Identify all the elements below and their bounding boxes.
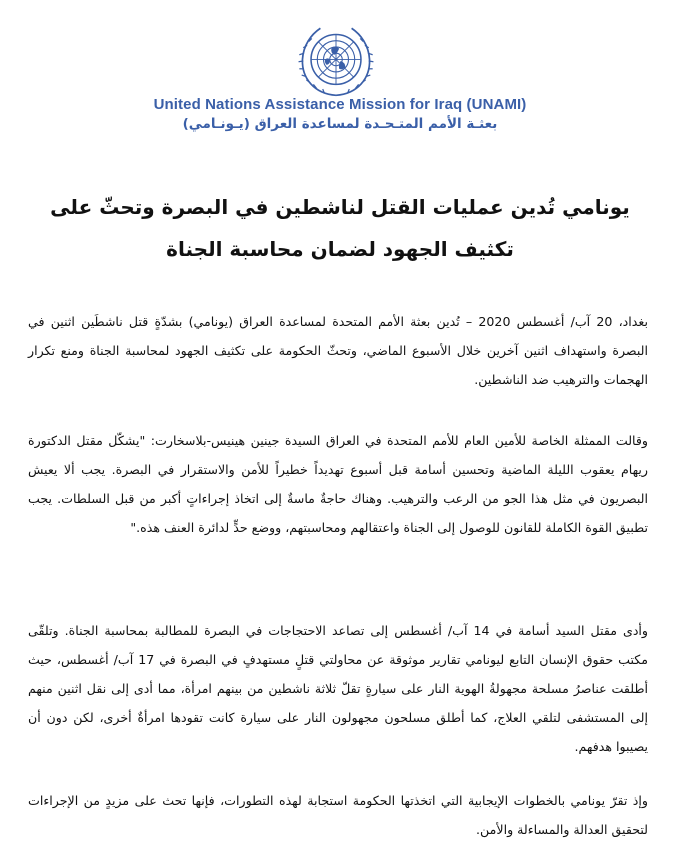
paragraph-3: وأدى مقتل السيد أسامة في 14 آب/ أغسطس إلى تصاعد الاحتجاجات في البصرة للمطالبة بمحاسبة الجناة. وتلقّى مكتب حقوق الإنسان التابع ليونامي تقارير موثوقة عن محاولتي قتلٍ مستهدفٍ في البصرة في 17 آب/ أغسطس، حيث أطلقت عناصرُ مسلحة مجهولةُ الهوية النار على سيارةٍ تقلّ ثلاثة ناشطين من بينهم امرأة، مما أدى إلى نقل اثنين منهم إلى المستشفى لتلقي العلاج، كما أطلق مسلحون مجهولون النار على سيارة كانت تقودها امرأةٌ أخرى، لكن دون أن يصيبوا هدفهم.: [28, 623, 649, 754]
un-emblem-icon: [297, 22, 375, 100]
paragraph-1: بغداد، 20 آب/ أغسطس 2020 – تُدين بعثة الأمم المتحدة لمساعدة العراق (يونامي) بشدّةٍ قتل ناشطَين اثنين في البصرة واستهداف اثنين آخرين خلال الأسبوع الماضي، وتحثّ الحكومة على تكثيف الجهود لمحاسبة الجناة ومنع تكرار الهجمات والترهيب ضد الناشطين.: [28, 314, 648, 387]
paragraph-4: وإذ تقرّ يونامي بالخطوات الإيجابية التي اتخذتها الحكومة استجابة لهذه التطورات، فإنها تحث على مزيدٍ من الإجراءات لتحقيق العدالة والمساءلة والأمن.: [28, 793, 648, 837]
paragraph-2: وقالت الممثلة الخاصة للأمين العام للأمم المتحدة في العراق السيدة جينين هينيس-بلاسخارت: "يشكّل مقتل الدكتورة ريهام يعقوب الليلة الماضية وتحسين أسامة قبل أسبوع تهديداً خطيراً للأمن والاستقرار في البصرة. يجب ألا يعيش البصريون في مثل هذا الجو من الرعب والترهيب. وهناك حاجةٌ ماسةٌ إلى اتخاذ إجراءاتٍ أكبر من قبل السلطات. يجب تطبيق القوة الكاملة للقانون للوصول إلى الجناة واعتقالهم ومحاسبتهم، ووضع حدٍّ لدائرة العنف هذه.": [28, 433, 648, 535]
organization-name-ar: بعثـة الأمم المتـحـدة لمساعدة العراق (يـونـامي): [182, 116, 498, 132]
organization-name-en: United Nations Assistance Mission for Iraq (UNAMI): [153, 96, 527, 113]
press-release-title: يونامي تُدين عمليات القتل لناشطين في البصرة وتحثّ على تكثيف الجهود لضمان محاسبة الجناة: [50, 195, 630, 261]
